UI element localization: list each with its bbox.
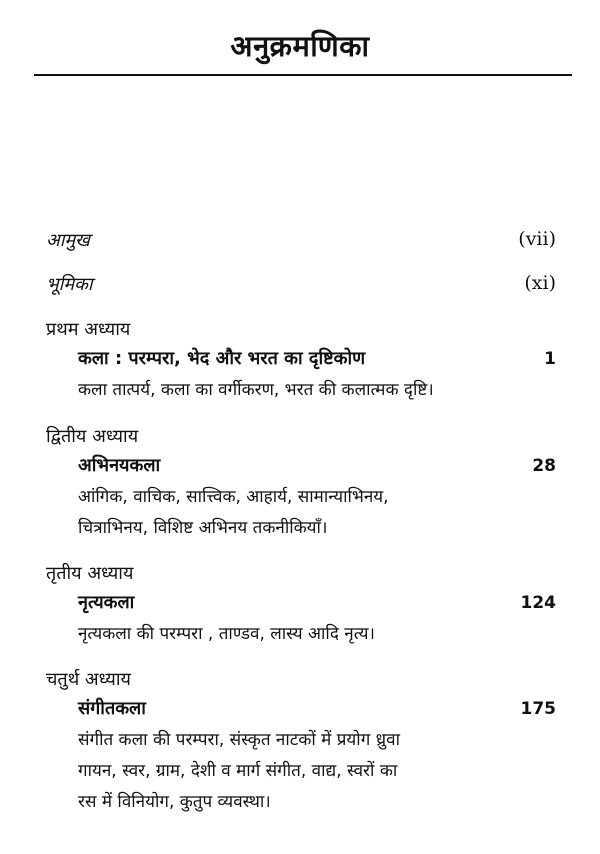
chapter-description (78, 482, 556, 544)
chapter-title: कला : परम्परा, भेद और भरत का दृष्टिकोण (78, 348, 366, 369)
chapter-description (78, 619, 556, 650)
chapter-title-row (78, 587, 556, 619)
chapter-title: अभिनयकला (78, 455, 161, 476)
chapter-entry-3 (46, 561, 556, 650)
description-line: चित्राभिनय, विशिष्ट अभिनय तकनीकियाँ। (78, 518, 328, 538)
description-line: रस में विनियोग, कुतुप व्यवस्था। (78, 792, 271, 812)
chapter-title-row (78, 343, 556, 375)
chapter-title-row (78, 693, 556, 725)
page-title: अनुक्रमणिका (230, 29, 370, 63)
chapter-page-number: 1 (544, 349, 556, 369)
chapter-entry-2 (46, 424, 556, 544)
description-line: आंगिक, वाचिक, सात्त्विक, आहार्य, सामान्याभिनय, (78, 487, 389, 507)
chapter-entry-4 (46, 667, 556, 818)
chapter-title-row (78, 450, 556, 482)
front-matter-page: (vii) (518, 228, 556, 250)
front-matter-page: (xi) (524, 272, 556, 294)
chapter-heading: प्रथम अध्याय (46, 319, 131, 340)
front-matter-entry-introduction (46, 272, 556, 296)
chapter-title: संगीतकला (78, 698, 146, 719)
chapter-entry-1 (46, 317, 556, 406)
title-divider (34, 74, 572, 76)
chapter-page-number: 28 (532, 456, 556, 476)
chapter-heading: चतुर्थ अध्याय (46, 669, 131, 690)
front-matter-entry-preface (46, 228, 556, 252)
front-matter-label: भूमिका (46, 274, 93, 295)
description-line: गायन, स्वर, ग्राम, देशी व मार्ग संगीत, वाद्य, स्वरों का (78, 761, 398, 781)
chapter-page-number: 175 (520, 699, 556, 719)
chapter-description (78, 725, 556, 818)
front-matter-label: आमुख (46, 230, 90, 251)
chapter-heading: तृतीय अध्याय (46, 563, 134, 584)
description-line: नृत्यकला की परम्परा , ताण्डव, लास्य आदि नृत्य। (78, 624, 375, 644)
description-line: कला तात्पर्य, कला का वर्गीकरण, भरत की कलात्मक दृष्टि। (78, 380, 434, 400)
description-line: संगीत कला की परम्परा, संस्कृत नाटकों में प्रयोग ध्रुवा (78, 730, 400, 750)
chapter-title: नृत्यकला (78, 592, 135, 613)
chapter-heading: द्वितीय अध्याय (46, 426, 139, 447)
chapter-description (78, 375, 556, 406)
chapter-page-number: 124 (520, 593, 556, 613)
